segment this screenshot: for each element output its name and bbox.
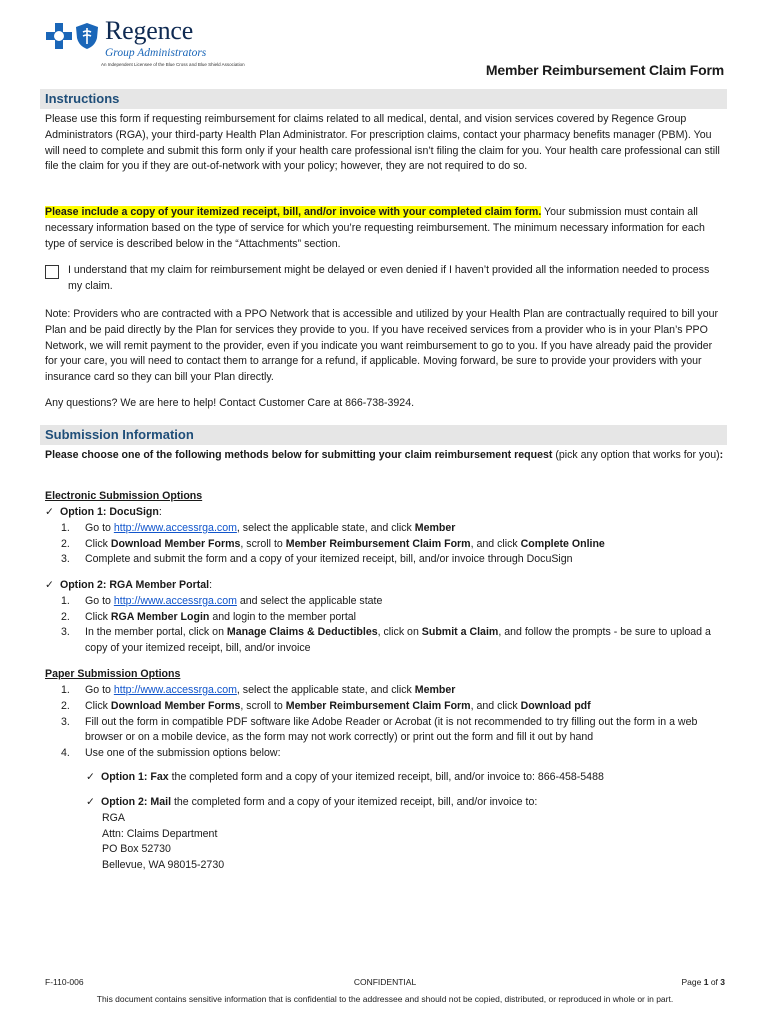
paper-heading-text: Paper Submission Options [45,668,181,680]
step-number: 4. [61,747,70,760]
option-2-name: RGA Member Portal [109,579,210,591]
step-text: Use one of the submission options below: [85,747,281,760]
list-item [45,746,725,762]
form-code: F-110-006 [45,977,84,987]
option-1-label: Option 1: [59,506,107,518]
paper-heading [45,667,725,683]
page-indicator [682,977,726,987]
mail-bold: Mail [150,796,172,808]
acknowledge-label: I understand that my claim for reimbursement might be delayed or even denied if I haven’t provided all the information needed to process my claim. [68,264,710,292]
list-item [45,683,725,699]
step-text: Go to [85,594,114,607]
checkmark-icon: ✓ [45,579,54,591]
confidentiality-note: This document contains sensitive information that is confidential to the addressee and should not be copied, distributed, or reproduced in whole or in part. [96,994,674,1004]
list-item [45,552,725,568]
paper-steps [45,683,725,762]
list-item [45,594,725,610]
step-text: , select the applicable state, and click [236,684,415,696]
step-number: 1. [61,684,70,696]
checkmark-icon: ✓ [86,771,95,783]
option-1-name: DocuSign [109,506,159,518]
regence-logo [46,18,245,67]
acknowledge-checkbox[interactable] [45,265,59,279]
submission-heading: Submission Information [40,425,727,445]
customer-care-text: Any questions? We are here to help! Contact Customer Care at 866-738-3924. [45,397,415,409]
step-text: Complete and submit the form and a copy of your itemized receipt, bill, and/or invoice through DocuSign [85,553,573,566]
paper-option-2 [86,795,726,874]
instructions-paragraph: Please use this form if requesting reimbursement for claims related to all medical, dental, and vision services covered by Regence Group Administrators (RGA), your third-party Health Plan Administrator. For prescription claims, contact your pharmacy benefits manager (PBM). You will need to complete and submit this form only if your health care professional isn’t filing the claim for you. Your health care professional can still file the claim for you if they are out-of-network with your policy; however, they are not required to do so. [45,113,720,173]
list-item [45,625,725,657]
step-bold: Manage Claims & Deductibles [226,626,378,639]
submission-intro-rest: (pick any option that works for you) [552,449,720,461]
paper-option-1 [86,770,726,786]
accessrga-link[interactable]: http://www.accessrga.com [113,521,237,534]
step-bold: Member Reimbursement Claim Form [285,699,471,712]
option-2-colon: : [209,579,213,591]
page-prefix: Page [681,977,704,987]
step-text: and login to the member portal [209,610,357,623]
step-bold: RGA Member Login [110,610,210,623]
attachment-paragraph [45,205,725,252]
address-line: PO Box 52730 [102,843,171,856]
logo-tagline: An Independent Licensee of the Blue Cross and Blue Shield Association [101,62,245,67]
receipt-highlight: Please include a copy of your itemized receipt, bill, and/or invoice with your completed claim form. [45,206,542,218]
blue-cross-icon [46,23,72,49]
portal-steps [45,594,725,657]
fax-option-label: Option 1: [100,771,148,783]
step-text: , scroll to [240,537,286,550]
mailing-address [86,811,726,874]
fax-bold: Fax [150,771,169,783]
mail-option-label: Option 2: [100,796,148,808]
step-bold: Complete Online [520,537,605,550]
step-text: , and click [470,699,521,712]
step-text: and select the applicable state [236,594,383,607]
address-line: Bellevue, WA 98015-2730 [102,859,225,872]
step-text: , scroll to [240,699,286,712]
step-number: 1. [61,594,70,607]
step-number: 3. [61,553,70,566]
submission-intro-colon: : [719,449,724,461]
step-text: , and click [470,537,521,550]
electronic-option-1 [45,505,725,568]
step-text: Go to [85,684,114,696]
step-number: 3. [61,626,70,639]
step-bold: Download Member Forms [110,537,241,550]
fax-text: the completed form and a copy of your itemized receipt, bill, and/or invoice to: 866-458-5488 [168,771,604,783]
accessrga-link[interactable]: http://www.accessrga.com [113,684,237,696]
step-bold: Member [414,684,456,696]
electronic-heading-text: Electronic Submission Options [45,490,203,502]
page-number: 1 [703,977,709,987]
blue-shield-icon [75,22,99,50]
electronic-option-2 [45,578,725,657]
submission-intro [45,448,725,464]
paper-steps-block [45,683,725,762]
step-number: 2. [61,699,70,712]
step-number: 3. [61,715,70,728]
step-bold: Download pdf [520,699,591,712]
checkmark-icon: ✓ [45,506,54,518]
step-text: Go to [85,521,114,534]
docusign-steps [45,521,725,568]
list-item [45,610,725,626]
step-bold: Member [414,521,456,534]
page-of: of [708,977,721,987]
logo-name: Regence [105,16,194,45]
list-item [45,537,725,553]
option-2-label: Option 2: [59,579,107,591]
submission-intro-bold: Please choose one of the following methods below for submitting your claim reimbursement request [45,449,553,461]
electronic-heading [45,489,725,505]
step-text: , click on [377,626,422,639]
attachment-text: Your submission must contain all necessary information based on the type of service for which you’re requesting reimbursement. The minimum necessary information for each type of service is described below in the “Attachments” section. [45,206,705,250]
step-bold: Download Member Forms [110,699,241,712]
confidential-label: CONFIDENTIAL [353,977,417,987]
form-title: Member Reimbursement Claim Form [485,62,724,78]
step-text: , and follow the prompts - be sure to upload a copy of your itemized receipt, bill, and/or invoice [85,626,711,655]
step-text: In the member portal, click on [85,626,227,639]
step-number: 2. [61,537,70,550]
address-line: Attn: Claims Department [102,827,218,840]
list-item [45,715,725,747]
page-total: 3 [720,977,725,987]
step-text: Click [85,610,111,623]
step-bold: Submit a Claim [421,626,499,639]
list-item [45,521,725,537]
ppo-note: Note: Providers who are contracted with a PPO Network that is accessible and utilized by your Health Plan are contractually required to bill your Plan and be paid directly by the Plan for services they provide to you. If you have received services from a provider who is in your Plan’s PPO Network, we will remit payment to the provider, even if you indicate you want reimbursement to go to you. If you have already paid the provider for your care, you will need to contact them to arrange for a refund, if applicable. Moving forward, be sure to provide your providers with your insurance card so they can bill your Plan directly. [45,308,719,384]
mail-text: the completed form and a copy of your itemized receipt, bill, and/or invoice to: [171,796,538,808]
logo-subtitle: Group Administrators [105,47,207,59]
instructions-heading: Instructions [40,89,727,109]
step-text: , select the applicable state, and click [236,521,415,534]
step-text: Click [85,537,111,550]
checkmark-icon: ✓ [86,796,95,808]
step-text: Click [85,699,111,712]
step-number: 1. [61,521,70,534]
step-bold: Member Reimbursement Claim Form [285,537,471,550]
option-1-colon: : [158,506,162,518]
step-text: Fill out the form in compatible PDF software like Adobe Reader or Acrobat (it is not recommended to try filling out the form in a web browser or on a mobile device, as the form may not work correctly) or print out the form and fill it out by hand [85,715,698,744]
accessrga-link[interactable]: http://www.accessrga.com [113,594,237,607]
step-number: 2. [61,610,70,623]
address-line: RGA [102,811,125,824]
list-item [45,699,725,715]
